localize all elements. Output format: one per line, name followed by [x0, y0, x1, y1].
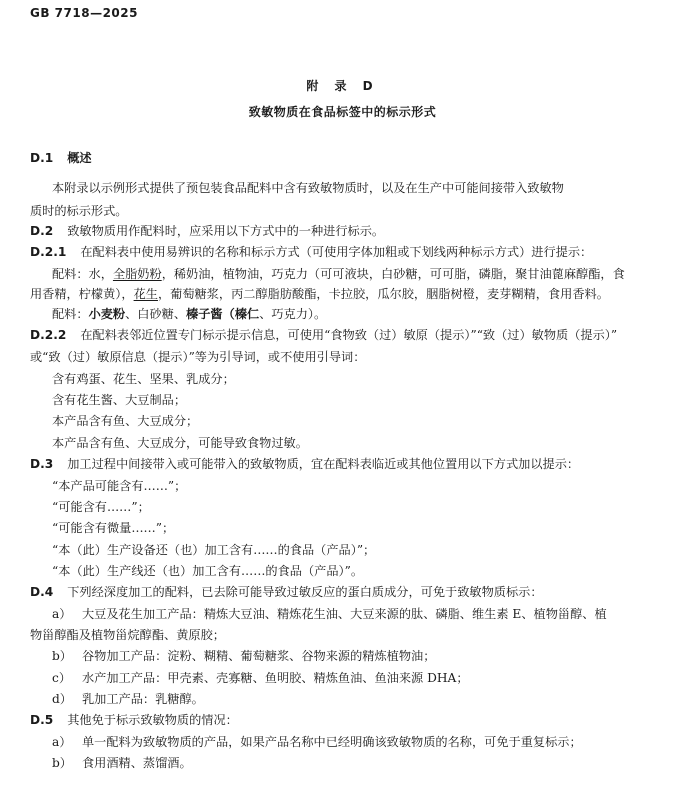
annex-title: 致敏物质在食品标签中的标示形式 [248, 105, 437, 119]
list-item-cont: 物甾醇酯及植物甾烷醇酯、黄原胶； [30, 628, 225, 642]
paragraph: 本附录以示例形式提供了预包装食品配料中含有致敏物质时，以及在生产中可能间接带入致敏物 [52, 181, 564, 195]
section-d21 [30, 244, 670, 260]
allergen-bold: 小麦粉 [88, 307, 126, 321]
section-number: D.2.2 [30, 328, 67, 342]
list-item: 本产品含有鱼、大豆成分； [52, 414, 199, 428]
list-label: b） [52, 756, 72, 770]
section-text: 在配料表邻近位置专门标示提示信息，可使用“食物致（过）敏原（提示）”“致（过）敏物质（提示）” [80, 328, 618, 342]
text-run: 配料：水， [52, 267, 113, 281]
annex-label: 附 录 D [306, 79, 379, 93]
list-label: c） [52, 671, 72, 685]
ingredient-example-1 [52, 266, 672, 282]
list-item [52, 755, 672, 771]
allergen-bold: 榛仁 [234, 307, 260, 321]
list-item: 本产品含有鱼、大豆成分，可能导致食物过敏。 [52, 436, 308, 450]
list-text: 单一配料为致敏物质的产品，如果产品名称中已经明确该致敏物质的名称，可免于重复标示； [82, 735, 582, 749]
list-item: “可能含有……”； [52, 500, 150, 514]
list-item: 含有花生酱、大豆制品； [52, 393, 187, 407]
section-number: D.3 [30, 457, 54, 471]
text-run: ，葡萄糖浆，丙二醇脂肪酸酯，卡拉胶，瓜尔胶，胭脂树橙，麦芽糊精，食用香料。 [157, 287, 609, 301]
list-item [52, 670, 672, 686]
list-text: 谷物加工产品：淀粉、糊精、葡萄糖浆、谷物来源的精炼植物油； [82, 649, 436, 663]
list-label: a） [52, 607, 72, 621]
list-label: b） [52, 649, 72, 663]
ingredient-example-2 [52, 306, 672, 322]
list-label: d） [52, 692, 72, 706]
paragraph: 质时的标示形式。 [30, 204, 128, 218]
section-text: 在配料表中使用易辨识的名称和标示方式（可使用字体加粗或下划线两种标示方式）进行提示： [80, 245, 593, 259]
paragraph: 或“致（过）敏原信息（提示）”等为引导词，或不使用引导词： [30, 350, 366, 364]
text-run: ，稀奶油，植物油，巧克力（可可液块，白砂糖，可可脂，磷脂，聚甘油蓖麻醇酯，食 [161, 267, 625, 281]
list-item [52, 606, 672, 622]
list-item: “本产品可能含有……”； [52, 479, 187, 493]
allergen-underlined: 全脂奶粉 [112, 267, 162, 281]
section-d5 [30, 712, 670, 728]
section-text: 下列经深度加工的配料，已去除可能导致过敏反应的蛋白质成分，可免于致敏物质标示： [67, 585, 543, 599]
section-d4 [30, 584, 670, 600]
list-text: 水产加工产品：甲壳素、壳寡糖、鱼明胶、精炼鱼油、鱼油来源 DHA； [82, 671, 469, 685]
section-text: 其他免于标示致敏物质的情况： [67, 713, 238, 727]
list-item [52, 734, 672, 750]
section-d1-heading [30, 150, 670, 166]
section-d3 [30, 456, 670, 472]
section-title: 概述 [67, 151, 92, 165]
standard-code: GB 7718—2025 [30, 6, 138, 20]
section-number: D.2 [30, 224, 54, 238]
list-item: “本（此）生产线还（也）加工含有……的食品（产品）”。 [52, 564, 364, 578]
text-run: 、巧克力）。 [259, 307, 327, 321]
list-item: “可能含有微量……”； [52, 521, 175, 535]
list-text: 食用酒精、蒸馏酒。 [82, 756, 192, 770]
list-item [52, 648, 672, 664]
section-number: D.5 [30, 713, 54, 727]
section-number: D.1 [30, 151, 54, 165]
section-number: D.2.1 [30, 245, 67, 259]
section-d22 [30, 327, 670, 343]
list-item: 含有鸡蛋、花生、坚果、乳成分； [52, 372, 235, 386]
list-text: 乳加工产品：乳糖醇。 [82, 692, 204, 706]
list-item [52, 691, 672, 707]
text-run: （ [222, 307, 235, 321]
section-number: D.4 [30, 585, 54, 599]
text-run: 配料： [52, 307, 89, 321]
list-text: 大豆及花生加工产品：精炼大豆油、精炼花生油、大豆来源的肽、磷脂、维生素 E、植物甾醇、植 [82, 607, 607, 621]
section-text: 加工过程中间接带入或可能带入的致敏物质，宜在配料表临近或其他位置用以下方式加以提示： [67, 457, 580, 471]
ingredient-example-1-cont [30, 286, 670, 302]
allergen-underlined: 花生 [133, 287, 158, 301]
text-run: 、白砂糖、 [125, 307, 187, 321]
section-text: 致敏物质用作配料时，应采用以下方式中的一种进行标示。 [67, 224, 385, 238]
section-d2 [30, 223, 670, 239]
list-item: “本（此）生产设备还（也）加工含有……的食品（产品）”； [52, 543, 376, 557]
text-run: 用香精，柠檬黄）， [30, 287, 134, 301]
allergen-bold: 榛子酱 [186, 307, 223, 321]
list-label: a） [52, 735, 72, 749]
